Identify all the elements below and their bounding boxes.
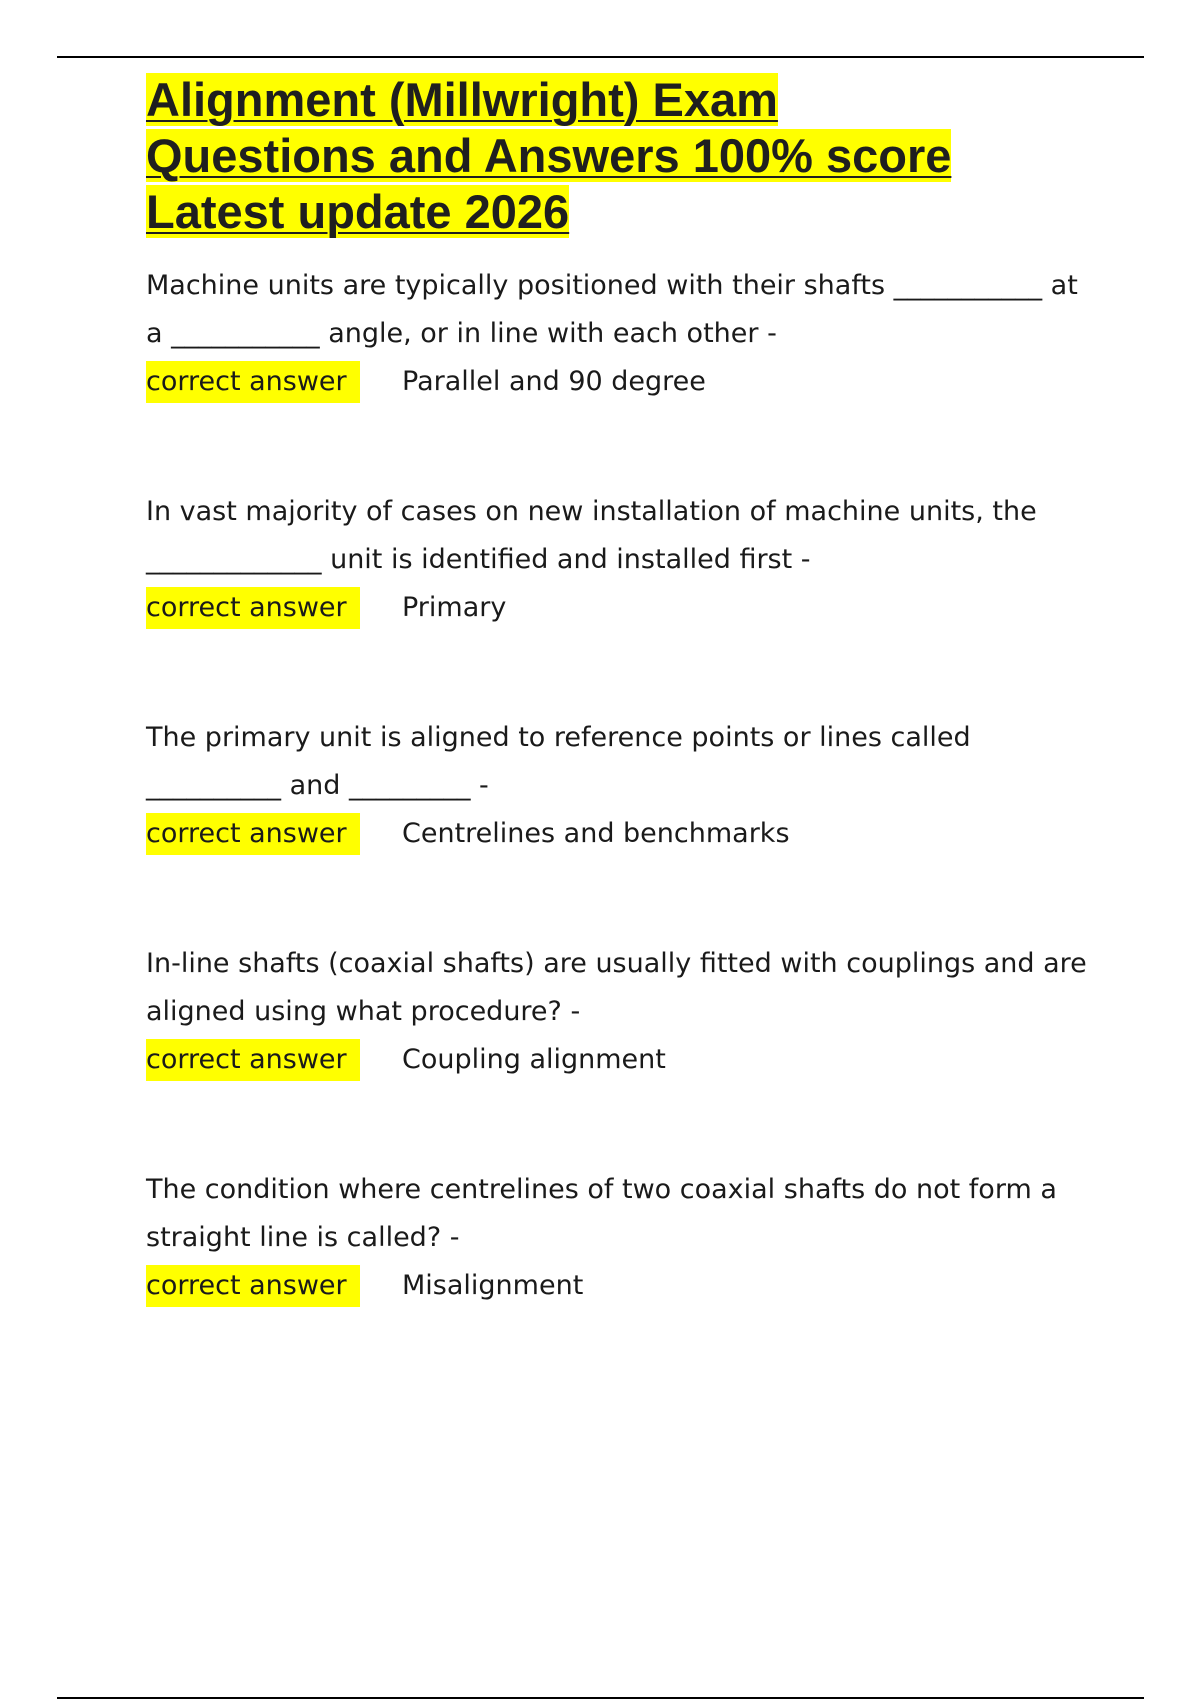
document-title [146, 72, 1096, 240]
qa-item [146, 940, 1096, 1084]
question-text: The condition where centrelines of two coaxial shafts do not form a straight line is called? - [146, 1174, 1057, 1253]
title-line-3: Latest update 2026 [146, 185, 570, 238]
correct-answer-label: correct answer [146, 813, 360, 855]
answer-text: Centrelines and benchmarks [402, 818, 790, 849]
top-rule [57, 56, 1144, 58]
correct-answer-label: correct answer [146, 361, 360, 403]
answer-line [146, 1262, 1096, 1310]
answer-text: Coupling alignment [402, 1044, 666, 1075]
correct-answer-label: correct answer [146, 1039, 360, 1081]
answer-line [146, 584, 1096, 632]
answer-text: Misalignment [402, 1270, 584, 1301]
question-text: Machine units are typically positioned with their shafts ___________ at a ___________ angle, or in line with each other - [146, 270, 1078, 349]
answer-text: Primary [402, 592, 507, 623]
qa-item [146, 1166, 1096, 1310]
bottom-rule [57, 1697, 1144, 1699]
answer-line [146, 810, 1096, 858]
correct-answer-label: correct answer [146, 1265, 360, 1307]
answer-line [146, 1036, 1096, 1084]
document-body [146, 72, 1096, 1310]
qa-item [146, 488, 1096, 632]
qa-item [146, 262, 1096, 406]
question-text: In-line shafts (coaxial shafts) are usually fitted with couplings and are aligned using what procedure? - [146, 948, 1087, 1027]
question-text: In vast majority of cases on new installation of machine units, the _____________ unit is identified and installed first - [146, 496, 1037, 575]
title-line-2: Questions and Answers 100% score [146, 129, 952, 182]
correct-answer-label: correct answer [146, 587, 360, 629]
qa-item [146, 714, 1096, 858]
answer-line [146, 358, 1096, 406]
answer-text: Parallel and 90 degree [402, 366, 706, 397]
question-text: The primary unit is aligned to reference points or lines called __________ and _________ - [146, 722, 971, 801]
title-line-1: Alignment (Millwright) Exam [146, 73, 778, 126]
